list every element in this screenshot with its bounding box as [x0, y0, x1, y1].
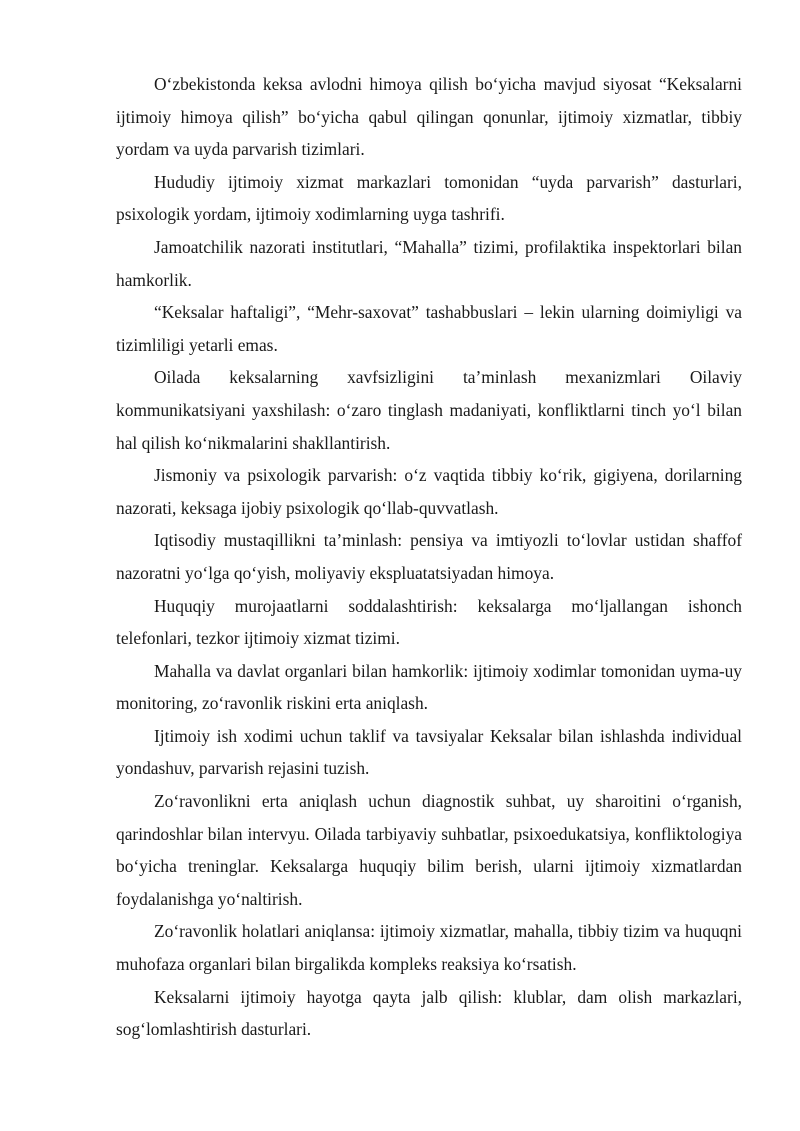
document-page	[116, 68, 742, 1046]
paragraph-initiatives: “Keksalar haftaligi”, “Mehr-saxovat” tashabbuslari – lekin ularning doimiyligi va tizimliligi yetarli emas.	[116, 302, 742, 355]
paragraph-public-control: Jamoatchilik nazorati institutlari, “Mahalla” tizimi, profilaktika inspektorlari bilan hamkorlik.	[116, 236, 742, 290]
paragraph-early-detection: Zo‘ravonlikni erta aniqlash uchun diagnostik suhbat, uy sharoitini o‘rganish, qarindoshlar bilan intervyu. Oilada tarbiyaviy suhbatlar, psixoedukatsiya, konfliktologiya bo‘yicha treninglar. Keksalarga huquqiy bilim berish, ularni ijtimoiy xizmatlardan foydalanishga yo‘naltirish.	[116, 791, 742, 909]
paragraph-regional-centers: Hududiy ijtimoiy xizmat markazlari tomonidan “uyda parvarish” dasturlari, psixologik yordam, ijtimoiy xodimlarning uyga tashrifi.	[116, 171, 742, 225]
paragraph-reintegration: Keksalarni ijtimoiy hayotga qayta jalb qilish: klublar, dam olish markazlari, sog‘lomlashtirish dasturlari.	[116, 986, 742, 1040]
paragraph-economic: Iqtisodiy mustaqillikni ta’minlash: pensiya va imtiyozli to‘lovlar ustidan shaffof nazoratni yo‘lga qo‘yish, moliyaviy ekspluatatsiyadan himoya.	[116, 530, 742, 583]
paragraph-family-safety: Oilada keksalarning xavfsizligini ta’minlash mexanizmlari Oilaviy kommunikatsiyani yaxshilash: o‘zaro tinglash madaniyati, konfliktlarni tinch yo‘l bilan hal qilish ko‘nikmalarini shakllantirish.	[116, 367, 742, 453]
paragraph-care: Jismoniy va psixologik parvarish: o‘z vaqtida tibbiy ko‘rik, gigiyena, dorilarning nazorati, keksaga ijobiy psixologik qo‘llab-quvvatlash.	[116, 465, 742, 518]
paragraph-cooperation: Mahalla va davlat organlari bilan hamkorlik: ijtimoiy xodimlar tomonidan uyma-uy monitoring, zo‘ravonlik riskini erta aniqlash.	[116, 660, 742, 714]
paragraph-policy: O‘zbekistonda keksa avlodni himoya qilish bo‘yicha mavjud siyosat “Keksalarni ijtimoiy himoya qilish” bo‘yicha qabul qilingan qonunlar, ijtimoiy xizmatlar, tibbiy yordam va uyda parvarish tizimlari.	[116, 74, 742, 160]
paragraph-social-worker: Ijtimoiy ish xodimi uchun taklif va tavsiyalar Keksalar bilan ishlashda individual yondashuv, parvarish rejasini tuzish.	[116, 725, 742, 779]
paragraph-legal: Huquqiy murojaatlarni soddalashtirish: keksalarga mo‘ljallangan ishonch telefonlari, tezkor ijtimoiy xizmat tizimi.	[116, 595, 742, 649]
paragraph-response: Zo‘ravonlik holatlari aniqlansa: ijtimoiy xizmatlar, mahalla, tibbiy tizim va huquqni muhofaza organlari bilan birgalikda kompleks reaksiya ko‘rsatish.	[116, 921, 742, 975]
